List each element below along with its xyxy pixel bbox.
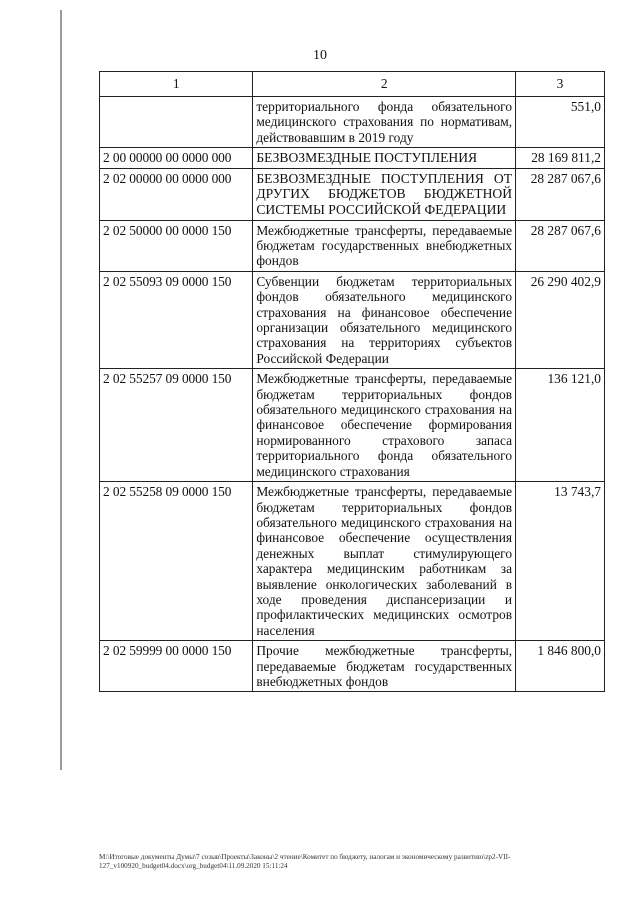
- file-path-line-2: 127_v100920_budget04.docx\org_budget04\11.09.2020 15:11:24: [99, 862, 288, 870]
- budget-code: 2 02 55258 09 0000 150: [100, 482, 253, 641]
- table-row: [100, 369, 605, 482]
- budget-description: Межбюджетные трансферты, передаваемые бюджетам государственных внебюджетных фондов: [253, 220, 516, 271]
- budget-amount: 28 287 067,6: [516, 168, 605, 220]
- budget-description: Межбюджетные трансферты, передаваемые бюджетам территориальных фондов обязательного медицинского страхования на финансовое обеспечение осуществления денежных выплат стимулирующего характера медицинским работникам за выявление онкологических заболеваний в ходе проведения диспансеризации и профилактических медицинских осмотров населения: [253, 482, 516, 641]
- budget-description: Межбюджетные трансферты, передаваемые бюджетам территориальных фондов обязательного медицинского страхования на финансовое обеспечение формирования нормированного страхового запаса территориального фонда обязательного медицинского страхования: [253, 369, 516, 482]
- table-row: [100, 271, 605, 368]
- budget-amount: 136 121,0: [516, 369, 605, 482]
- budget-description: БЕЗВОЗМЕЗДНЫЕ ПОСТУПЛЕНИЯ: [253, 148, 516, 169]
- page-number: 10: [313, 48, 327, 63]
- column-header-1: 1: [100, 72, 253, 97]
- budget-code: 2 02 59999 00 0000 150: [100, 641, 253, 692]
- table-row: [100, 97, 605, 148]
- left-margin-line: [60, 10, 62, 770]
- budget-code: 2 02 00000 00 0000 000: [100, 168, 253, 220]
- file-path-footer: [99, 853, 619, 871]
- budget-table: [99, 71, 605, 692]
- table-row: [100, 168, 605, 220]
- budget-code: 2 02 55257 09 0000 150: [100, 369, 253, 482]
- budget-description: Прочие межбюджетные трансферты, передаваемые бюджетам государственных внебюджетных фондов: [253, 641, 516, 692]
- budget-amount: 1 846 800,0: [516, 641, 605, 692]
- budget-amount: 26 290 402,9: [516, 271, 605, 368]
- table-row: [100, 220, 605, 271]
- table-header-row: [100, 72, 605, 97]
- budget-description: территориального фонда обязательного медицинского страхования по нормативам, действовавшим в 2019 году: [253, 97, 516, 148]
- table-row: [100, 641, 605, 692]
- budget-amount: 28 287 067,6: [516, 220, 605, 271]
- column-header-3: 3: [516, 72, 605, 97]
- budget-code: 2 02 50000 00 0000 150: [100, 220, 253, 271]
- column-header-2: 2: [253, 72, 516, 97]
- budget-amount: 13 743,7: [516, 482, 605, 641]
- table-row: [100, 148, 605, 169]
- budget-description: Субвенции бюджетам территориальных фондов обязательного медицинского страхования на финансовое обеспечение организации обязательного медицинского страхования на территориях субъектов Российской Федерации: [253, 271, 516, 368]
- file-path-line-1: M:\Итоговые документы Думы\7 созыв\Проекты\Законы\2 чтение\Комитет по бюджету, налогам и экономическому развитию\zp2-VII-: [99, 853, 511, 861]
- budget-code: [100, 97, 253, 148]
- budget-code: 2 02 55093 09 0000 150: [100, 271, 253, 368]
- budget-amount: 28 169 811,2: [516, 148, 605, 169]
- table-row: [100, 482, 605, 641]
- budget-code: 2 00 00000 00 0000 000: [100, 148, 253, 169]
- budget-amount: 551,0: [516, 97, 605, 148]
- budget-description: БЕЗВОЗМЕЗДНЫЕ ПОСТУПЛЕНИЯ ОТ ДРУГИХ БЮДЖЕТОВ БЮДЖЕТНОЙ СИСТЕМЫ РОССИЙСКОЙ ФЕДЕРАЦИИ: [253, 168, 516, 220]
